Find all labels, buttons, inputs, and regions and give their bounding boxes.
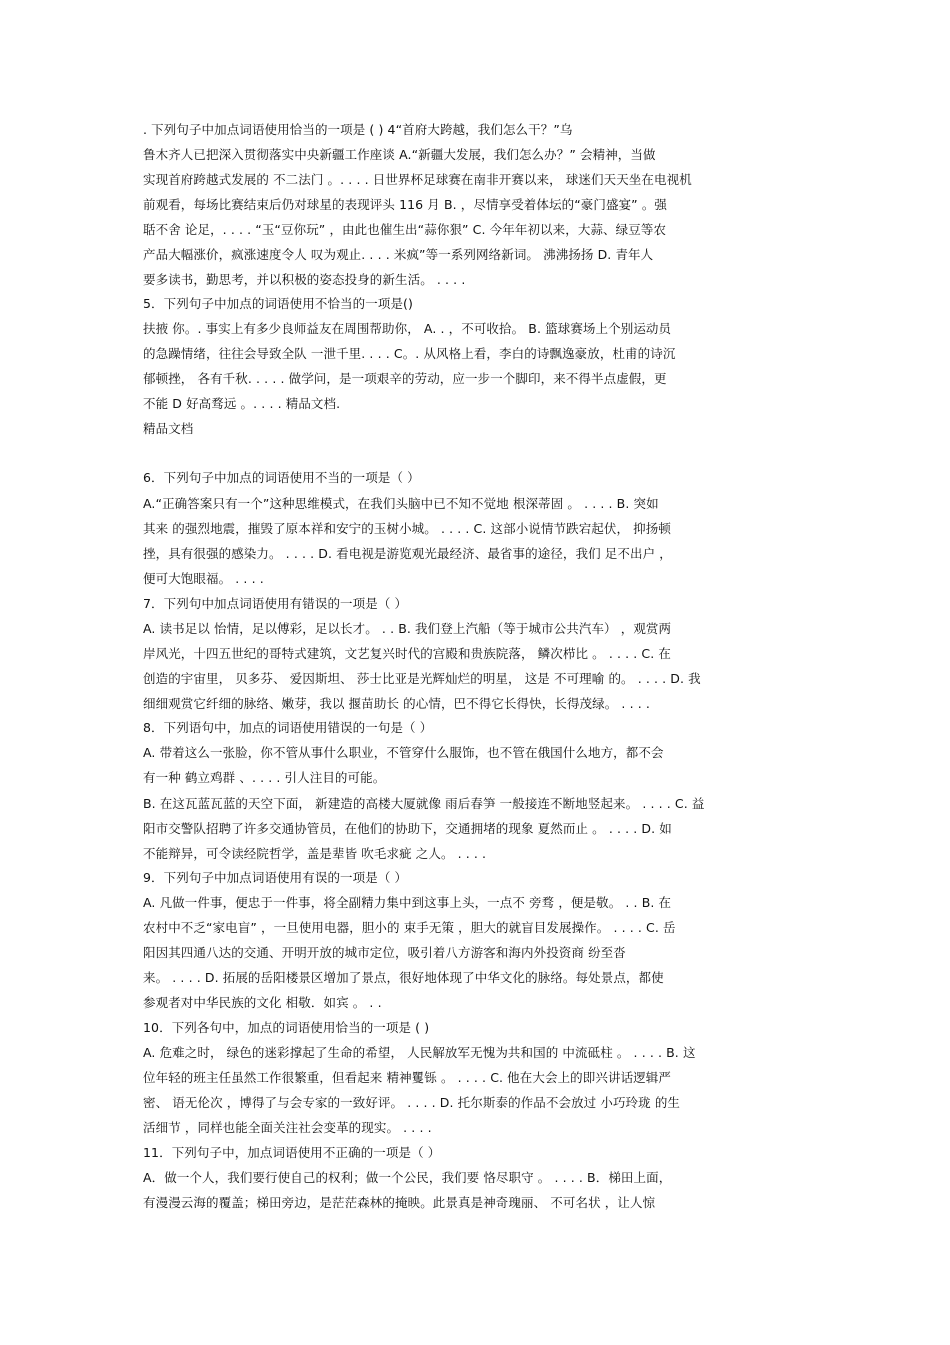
text-line: 有一种 鹤立鸡群 、. . . . 引人注目的可能。 (143, 770, 386, 785)
text-line: 要多读书，勤思考，并以积极的姿态投身的新生活。 . . . . (143, 272, 466, 287)
text-line: . 下列句子中加点词语使用恰当的一项是 ( ) 4“首府大跨越，我们怎么干？”乌 (143, 122, 573, 137)
text-line: 的急躁情绪，往往会导致全队 一泄千里. . . . C。. 从风格上看，李白的诗飘逸豪放，杜甫的诗沉 (143, 346, 676, 361)
text-line: 实现首府跨越式发展的 不二法门 。. . . . 日世界杯足球赛在南非开赛以来， 球迷们天天坐在电视机 (143, 172, 692, 187)
text-line: 位年轻的班主任虽然工作很繁重，但看起来 精神矍铄 。 . . . . C. 他在大会上的即兴讲话逻辑严 (143, 1070, 671, 1085)
text-line: 其来 的强烈地震，摧毁了原本祥和安宁的玉树小城。 . . . . C. 这部小说情节跌宕起伏， 抑扬顿 (143, 521, 671, 536)
text-line: 聒不舍 论足，. . . . “玉“豆你玩” ，由此也催生出“蒜你狠” C. 今年年初以来，大蒜、绿豆等农 (143, 222, 667, 237)
text-line: 挫，具有很强的感染力。 . . . . D. 看电视是游览观光最经济、最省事的途径，我们 足不出户 ， (143, 546, 672, 561)
question-heading: 8．下列语句中，加点的词语使用错误的一句是（ ） (143, 720, 433, 735)
text-line: 活细节 ，同样也能全面关注社会变革的现实。 . . . . (143, 1120, 432, 1135)
text-line: 来。 . . . . D. 拓展的岳阳楼景区增加了景点，很好地体现了中华文化的脉络。每处景点，都使 (143, 970, 664, 985)
text-line: B. 在这瓦蓝瓦蓝的天空下面， 新建造的高楼大厦就像 雨后春笋 一般接连不断地竖起来。 . . . . C. 益 (143, 796, 705, 811)
question-heading: 5．下列句子中加点的词语使用不恰当的一项是() (143, 296, 414, 311)
text-line: 郁顿挫， 各有千秋. . . . . 做学问，是一项艰辛的劳动，应一步一个脚印，来不得半点虚假，更 (143, 371, 667, 386)
text-line: 密、 语无伦次 ，博得了与会专家的一致好评。 . . . . D. 托尔斯泰的作品不会放过 小巧玲珑 的生 (143, 1095, 681, 1110)
text-line: 参观者对中华民族的文化 相敬．如宾 。 . . (143, 995, 382, 1010)
text-line: 扶掖 你。. 事实上有多少良师益友在周围帮助你， A. . ，不可收拾。 B. 篮球赛场上个别运动员 (143, 321, 672, 336)
text-line: A. 危难之时， 绿色的迷彩撑起了生命的希望， 人民解放军无愧为共和国的 中流砥柱 。 . . . . B. 这 (143, 1045, 696, 1060)
text-line: 前观看，每场比赛结束后仍对球星的表现评头 116 月 B. ，尽情享受着体坛的“豪门盛宴” 。强 (143, 197, 668, 212)
text-line: A．做一个人，我们要行使自己的权利；做一个公民，我们要 恪尽职守 。 . . . . B．梯田上面， (143, 1170, 672, 1185)
text-line: A.“正确答案只有一个”这种思维模式，在我们头脑中已不知不觉地 根深蒂固 。 . . . . B. 突如 (143, 496, 659, 511)
question-heading: 6．下列句子中加点的词语使用不当的一项是（ ） (143, 470, 420, 485)
text-line: 不能辩异，可令读经院哲学，盖是辈皆 吹毛求疵 之人。 . . . . (143, 846, 487, 861)
text-line: 阳市交警队招聘了许多交通协管员，在他们的协助下，交通拥堵的现象 夏然而止 。 . . . . D. 如 (143, 821, 672, 836)
text-line: A. 带着这么一张脸，你不管从事什么职业，不管穿什么服饰，也不管在俄国什么地方，都不会 (143, 745, 664, 760)
text-line: 产品大幅涨价，疯涨速度令人 叹为观止. . . . 米疯”等一系列网络新词。 沸沸扬扬 D. 青年人 (143, 247, 654, 262)
question-heading: 11．下列句子中，加点词语使用不正确的一项是（ ） (143, 1145, 441, 1160)
question-heading: 10．下列各句中，加点的词语使用恰当的一项是 ( ) (143, 1020, 430, 1035)
text-line: 创造的宇宙里， 贝多芬、 爱因斯坦、 莎士比亚是光辉灿烂的明星， 这是 不可理喻 的。 . . . . D. 我 (143, 671, 701, 686)
text-line: 阳因其四通八达的交通、开明开放的城市定位，吸引着八方游客和海内外投资商 纷至沓 (143, 945, 626, 960)
text-line: 细细观赏它纤细的脉络、嫩芽，我以 揠苗助长 的心情，巴不得它长得快，长得茂绿。 . . . . (143, 696, 650, 711)
text-line: A. 读书足以 怡情，足以傅彩，足以长才。 . . B. 我们登上汽船（等于城市公共汽车） ，观赏两 (143, 621, 672, 636)
text-line: 鲁木齐人已把深入贯彻落实中央新疆工作座谈 A.“新疆大发展，我们怎么办？” 会精神，当做 (143, 147, 656, 162)
question-heading: 7．下列句中加点词语使用有错误的一项是（ ） (143, 596, 408, 611)
text-line: 农村中不乏“家电盲” ，一旦使用电器，胆小的 束手无策 ，胆大的就盲目发展操作。 . . . . C. 岳 (143, 920, 676, 935)
text-line: 便可大饱眼福。 . . . . (143, 571, 264, 586)
question-heading: 9．下列句子中加点词语使用有误的一项是（ ） (143, 870, 408, 885)
text-line: A. 凡做一件事，便忠于一件事，将全副精力集中到这事上头，一点不 旁骛 ，便是敬。 . . B. 在 (143, 895, 672, 910)
watermark-text: 精品文档 (143, 421, 194, 436)
text-line: 岸风光，十四五世纪的哥特式建筑，文艺复兴时代的宫殿和贵族院落， 鳞次栉比 。 . . . . C. 在 (143, 646, 671, 661)
text-line: 有漫漫云海的覆盖；梯田旁边，是茫茫森林的掩映。此景真是神奇瑰丽、 不可名状 ，让人惊 (143, 1195, 656, 1210)
text-line: 不能 D 好高骛远 。. . . . 精品文档. (143, 396, 341, 411)
